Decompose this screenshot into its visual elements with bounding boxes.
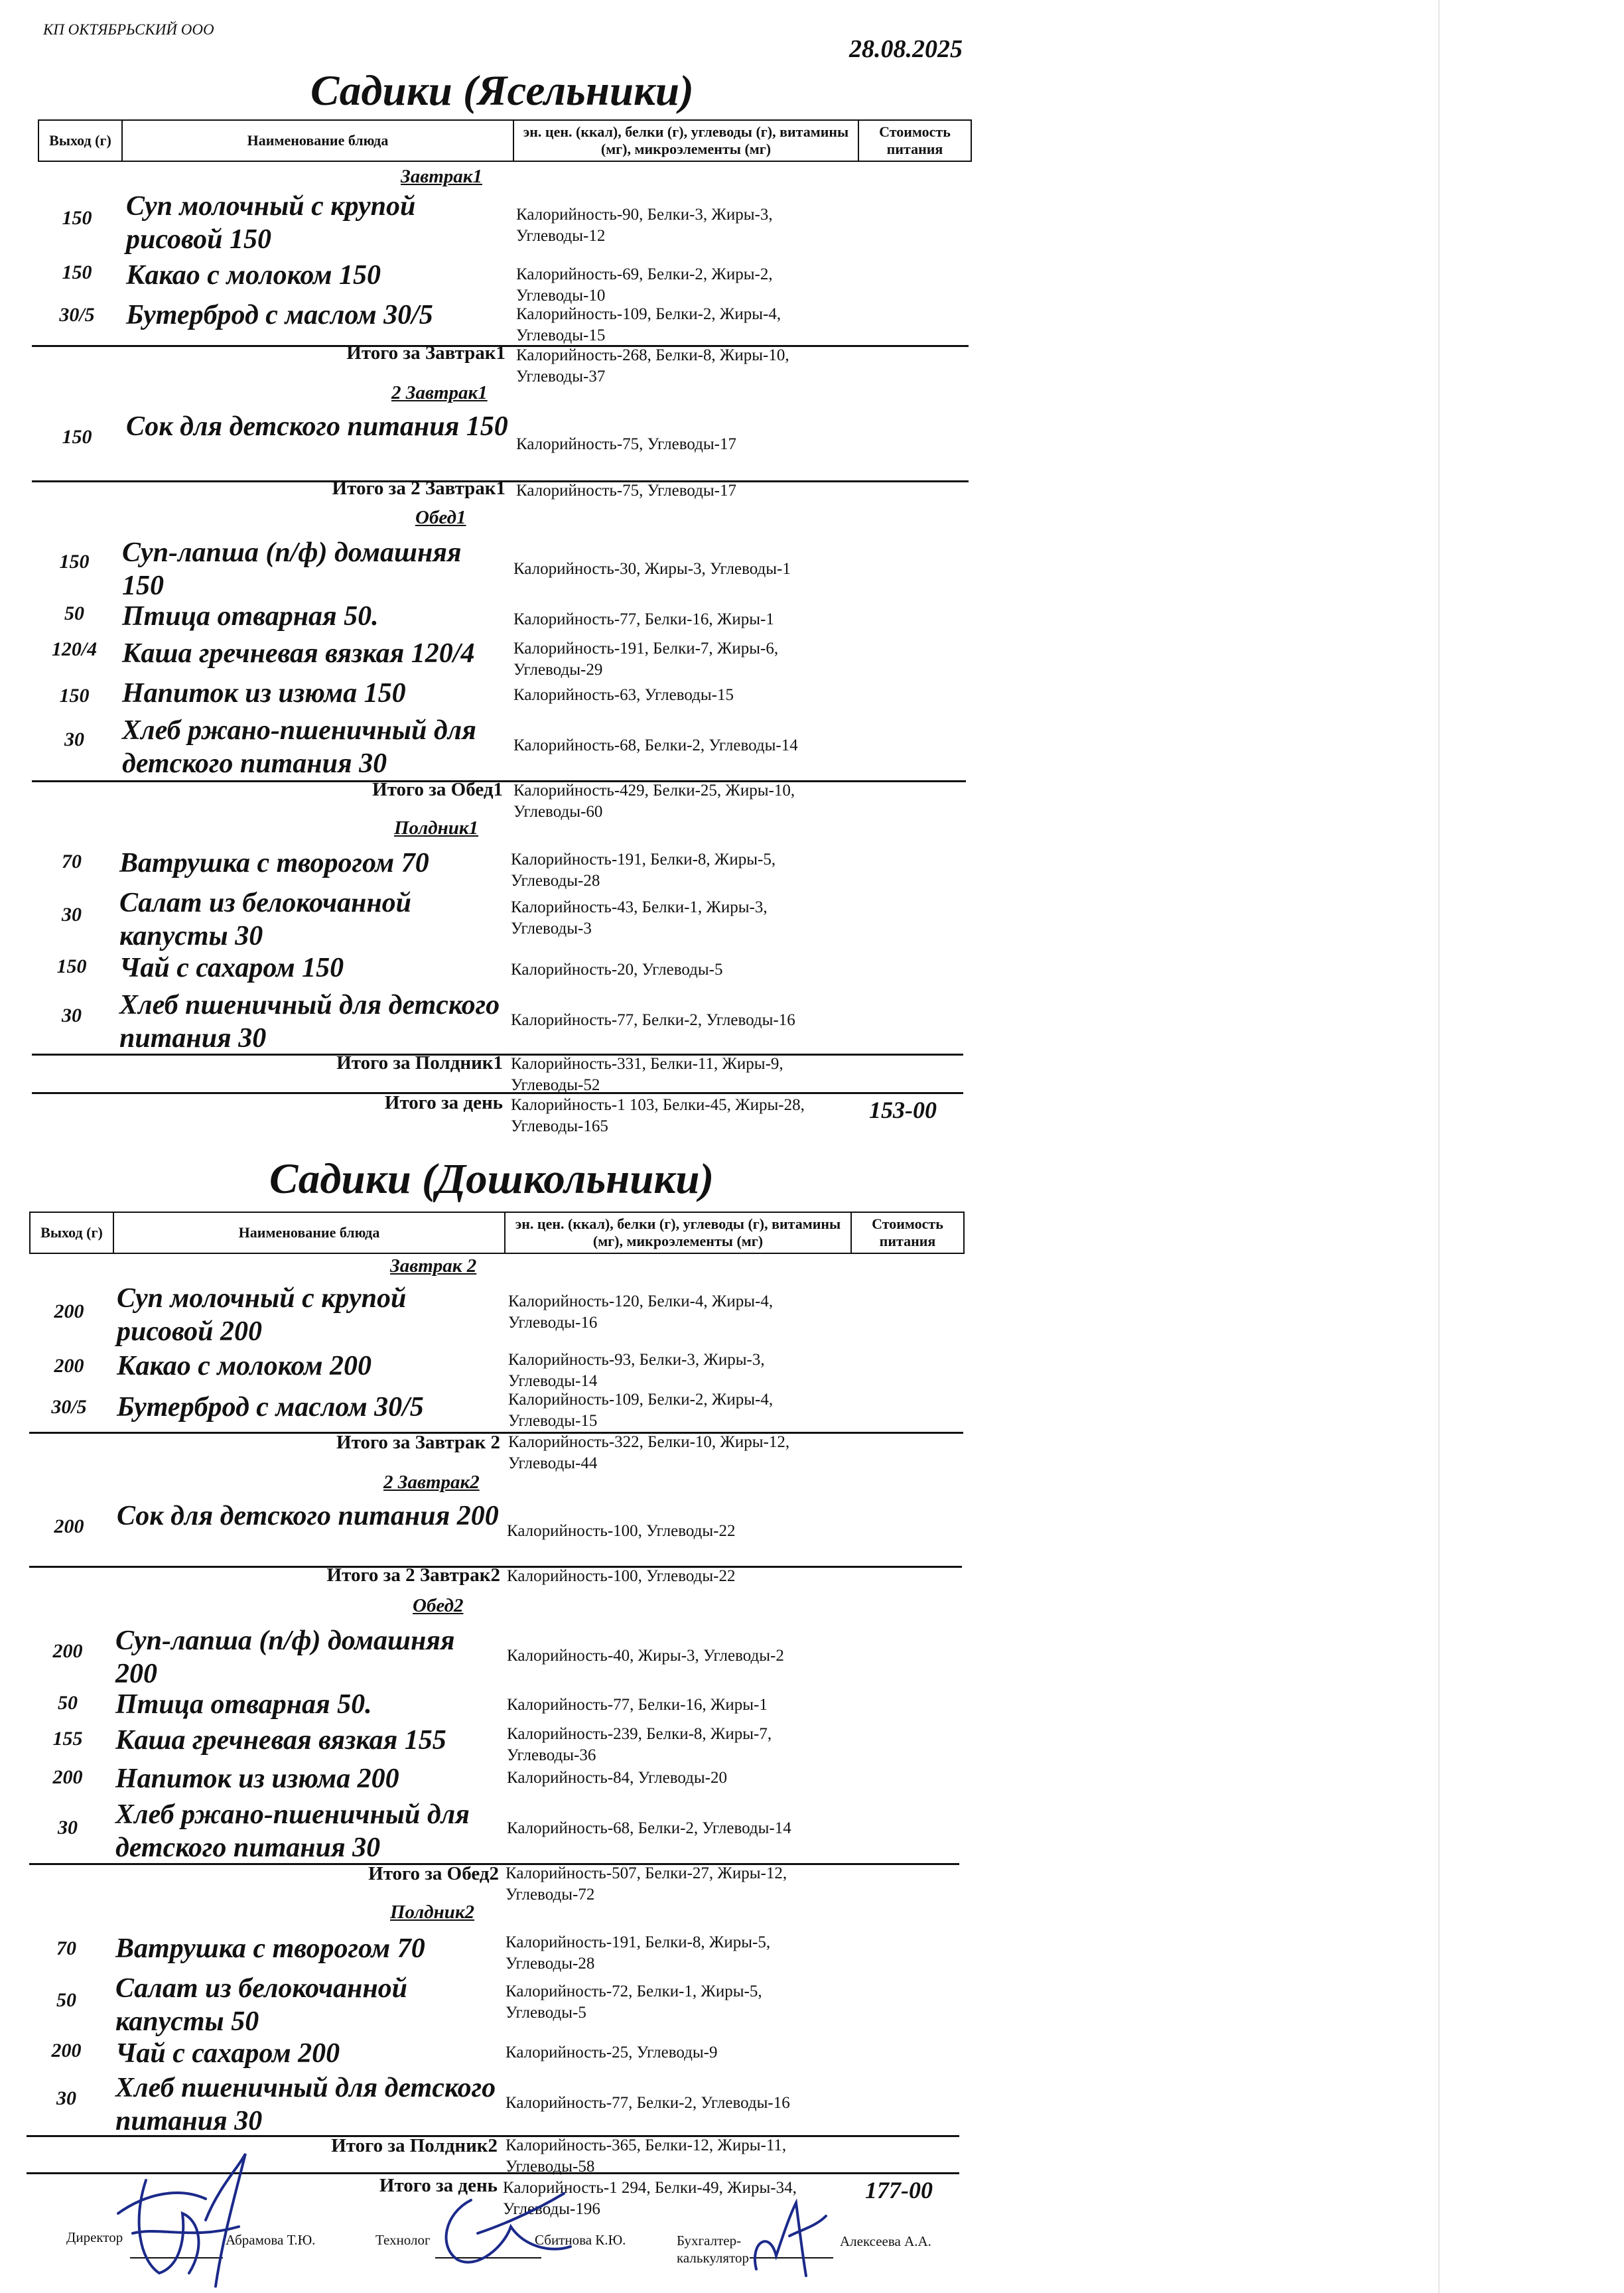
dish-name: Чай с сахаром 200 xyxy=(115,2038,340,2069)
day-total-nutrition: Калорийность-1 294, Белки-49, Жиры-34, Углеводы-196 xyxy=(503,2179,797,2218)
dish-name: Каша гречневая вязкая 120/4 xyxy=(122,638,475,669)
dish-yield: 200 xyxy=(52,1766,83,1788)
dish-yield: 120/4 xyxy=(51,638,98,660)
dish-yield: 30/5 xyxy=(59,304,95,326)
total-nutrition: Калорийность-507, Белки-27, Жиры-12, Углеводы-72 xyxy=(506,1864,787,1904)
meal-heading: Обед1 xyxy=(415,507,466,528)
dish-yield: 30 xyxy=(56,2087,76,2109)
director-name: Абрамова Т.Ю. xyxy=(226,2232,316,2248)
meal-heading: 2 Завтрак1 xyxy=(391,382,488,403)
dish-nutrition: Калорийность-77, Белки-16, Жиры-1 xyxy=(513,610,774,628)
dish-name: Бутерброд с маслом 30/5 xyxy=(117,1392,424,1423)
dish-nutrition: Калорийность-30, Жиры-3, Углеводы-1 xyxy=(513,560,791,578)
dish-yield: 30 xyxy=(64,729,84,750)
total-nutrition: Калорийность-331, Белки-11, Жиры-9, Углеводы-52 xyxy=(511,1055,783,1094)
technologist-role: Технолог xyxy=(375,2232,431,2248)
dish-name: Хлеб ржано-пшеничный для детского питания 30 xyxy=(122,715,476,779)
dish-name: Суп молочный с крупой рисовой 150 xyxy=(126,191,416,255)
total-label: Итого за Завтрак1 xyxy=(346,342,506,364)
total-label: Итого за Обед2 xyxy=(368,1863,499,1884)
document-date: 28.08.2025 xyxy=(849,35,963,63)
dish-nutrition: Калорийность-68, Белки-2, Углеводы-14 xyxy=(513,736,798,754)
dish-yield: 200 xyxy=(51,2040,82,2061)
dish-name: Суп молочный с крупой рисовой 200 xyxy=(117,1283,407,1347)
dish-nutrition: Калорийность-72, Белки-1, Жиры-5, Углеводы-5 xyxy=(506,1982,762,2022)
total-label: Итого за Полдник2 xyxy=(331,2135,498,2156)
total-label: Итого за Завтрак 2 xyxy=(336,1432,500,1453)
accountant-role: Бухгалтер-калькулятор xyxy=(677,2233,749,2266)
dish-yield: 150 xyxy=(59,685,90,707)
meal-heading: Обед2 xyxy=(413,1595,464,1616)
meal-heading: 2 Завтрак2 xyxy=(383,1472,480,1493)
dish-name: Сок для детского питания 200 xyxy=(117,1501,499,1531)
technologist-signature xyxy=(431,2187,577,2273)
dish-nutrition: Калорийность-191, Белки-7, Жиры-6, Углеводы-29 xyxy=(513,640,779,679)
director-role: Директор xyxy=(66,2229,123,2245)
dish-yield: 70 xyxy=(62,851,82,872)
dish-yield: 150 xyxy=(56,955,87,977)
dish-yield: 50 xyxy=(56,1989,76,2011)
total-nutrition: Калорийность-100, Углеводы-22 xyxy=(507,1567,736,1585)
accountant-signature xyxy=(743,2189,829,2282)
dish-nutrition: Калорийность-40, Жиры-3, Углеводы-2 xyxy=(507,1647,784,1665)
header-nutrition: эн. цен. (ккал), белки (г), углеводы (г), витамины (мг), микроэлементы (мг) xyxy=(514,121,859,161)
dish-nutrition: Калорийность-63, Углеводы-15 xyxy=(513,686,734,704)
dish-name: Каша гречневая вязкая 155 xyxy=(115,1725,446,1756)
director-signature xyxy=(106,2140,259,2293)
day-total-nutrition: Калорийность-1 103, Белки-45, Жиры-28, Углеводы-165 xyxy=(511,1096,805,1135)
dish-nutrition: Калорийность-239, Белки-8, Жиры-7, Углеводы-36 xyxy=(507,1725,772,1764)
dish-name: Бутерброд с маслом 30/5 xyxy=(126,300,433,330)
dish-nutrition: Калорийность-68, Белки-2, Углеводы-14 xyxy=(507,1819,791,1837)
dish-nutrition: Калорийность-109, Белки-2, Жиры-4, Углеводы-15 xyxy=(508,1391,774,1430)
section-title: Садики (Ясельники) xyxy=(310,67,694,115)
total-nutrition: Калорийность-268, Белки-8, Жиры-10, Углеводы-37 xyxy=(516,346,789,385)
dish-yield: 150 xyxy=(59,551,90,573)
total-nutrition: Калорийность-365, Белки-12, Жиры-11, Углеводы-58 xyxy=(506,2136,787,2176)
total-label: Итого за Обед1 xyxy=(372,779,503,800)
dish-yield: 200 xyxy=(54,1300,84,1322)
day-total-label: Итого за день xyxy=(379,2175,498,2196)
dish-nutrition: Калорийность-191, Белки-8, Жиры-5, Углеводы-28 xyxy=(506,1933,771,1973)
header-dish-name: Наименование блюда xyxy=(114,1213,506,1253)
dish-yield: 30/5 xyxy=(51,1396,87,1418)
total-label: Итого за Полдник1 xyxy=(336,1052,503,1074)
header-cost: Стоимость питания xyxy=(879,123,951,157)
day-cost: 177-00 xyxy=(865,2177,933,2203)
meal-heading: Завтрак 2 xyxy=(390,1255,477,1277)
dish-yield: 150 xyxy=(62,261,92,283)
dish-name: Ватрушка с творогом 70 xyxy=(115,1933,425,1964)
dish-yield: 200 xyxy=(54,1355,84,1377)
table-header xyxy=(38,119,972,162)
page-edge xyxy=(1438,0,1440,2293)
dish-nutrition: Калорийность-25, Углеводы-9 xyxy=(506,2044,718,2061)
dish-name: Салат из белокочанной капусты 30 xyxy=(119,888,412,951)
dish-yield: 200 xyxy=(52,1640,83,1662)
dish-nutrition: Калорийность-93, Белки-3, Жиры-3, Углеводы-14 xyxy=(508,1351,765,1390)
day-cost: 153-00 xyxy=(869,1097,937,1123)
header-dish-name: Наименование блюда xyxy=(123,121,514,161)
header-nutrition: эн. цен. (ккал), белки (г), углеводы (г), витамины (мг), микроэлементы (мг) xyxy=(506,1213,852,1253)
header-yield: Выход (г) xyxy=(39,121,123,161)
dish-nutrition: Калорийность-84, Углеводы-20 xyxy=(507,1769,727,1787)
dish-yield: 50 xyxy=(58,1692,78,1714)
header-cost: Стоимость питания xyxy=(872,1216,943,1249)
dish-name: Суп-лапша (п/ф) домашняя 150 xyxy=(122,537,462,601)
meal-heading: Полдник1 xyxy=(394,817,479,839)
dish-yield: 70 xyxy=(56,1937,76,1959)
dish-name: Птица отварная 50. xyxy=(115,1689,372,1720)
dish-yield: 30 xyxy=(58,1817,78,1839)
total-nutrition: Калорийность-322, Белки-10, Жиры-12, Углеводы-44 xyxy=(508,1433,790,1472)
meal-heading: Полдник2 xyxy=(390,1902,475,1923)
dish-nutrition: Калорийность-100, Углеводы-22 xyxy=(507,1522,736,1540)
dish-name: Хлеб ржано-пшеничный для детского питания 30 xyxy=(115,1799,470,1863)
total-label: Итого за 2 Завтрак1 xyxy=(332,478,506,499)
meal-heading: Завтрак1 xyxy=(401,166,482,187)
dish-nutrition: Калорийность-43, Белки-1, Жиры-3, Углеводы-3 xyxy=(511,898,768,938)
day-total-label: Итого за день xyxy=(384,1092,503,1113)
accountant-name: Алексеева А.А. xyxy=(840,2233,931,2249)
dish-yield: 50 xyxy=(64,602,84,624)
dish-name: Птица отварная 50. xyxy=(122,601,379,632)
dish-yield: 200 xyxy=(54,1515,84,1537)
dish-name: Хлеб пшеничный для детского питания 30 xyxy=(115,2073,496,2136)
dish-nutrition: Калорийность-191, Белки-8, Жиры-5, Углеводы-28 xyxy=(511,851,776,890)
section-title: Садики (Дошкольники) xyxy=(269,1155,714,1203)
dish-name: Напиток из изюма 200 xyxy=(115,1764,399,1794)
dish-yield: 150 xyxy=(62,207,92,229)
dish-yield: 30 xyxy=(62,904,82,926)
dish-name: Какао с молоком 200 xyxy=(117,1351,372,1381)
dish-yield: 30 xyxy=(62,1005,82,1026)
technologist-name: Сбитнова К.Ю. xyxy=(535,2232,626,2248)
dish-name: Суп-лапша (п/ф) домашняя 200 xyxy=(115,1626,455,1689)
dish-nutrition: Калорийность-109, Белки-2, Жиры-4, Углеводы-15 xyxy=(516,305,781,344)
dish-name: Чай с сахаром 150 xyxy=(119,953,344,983)
dish-yield: 155 xyxy=(52,1728,83,1750)
dish-name: Напиток из изюма 150 xyxy=(122,678,406,709)
company-name: КП ОКТЯБРЬСКИЙ ООО xyxy=(43,21,214,38)
dish-name: Ватрушка с творогом 70 xyxy=(119,848,429,878)
dish-nutrition: Калорийность-20, Углеводы-5 xyxy=(511,961,723,979)
dish-nutrition: Калорийность-69, Белки-2, Жиры-2, Углеводы-10 xyxy=(516,265,773,305)
total-nutrition: Калорийность-429, Белки-25, Жиры-10, Углеводы-60 xyxy=(513,782,795,821)
dish-nutrition: Калорийность-75, Углеводы-17 xyxy=(516,435,736,453)
dish-name: Сок для детского питания 150 xyxy=(126,411,508,442)
dish-nutrition: Калорийность-90, Белки-3, Жиры-3, Углеводы-12 xyxy=(516,206,773,245)
dish-name: Какао с молоком 150 xyxy=(126,260,381,291)
dish-nutrition: Калорийность-77, Белки-2, Углеводы-16 xyxy=(506,2094,790,2112)
table-header xyxy=(29,1212,965,1254)
dish-name: Салат из белокочанной капусты 50 xyxy=(115,1973,408,2037)
header-yield: Выход (г) xyxy=(31,1213,114,1253)
dish-nutrition: Калорийность-77, Белки-16, Жиры-1 xyxy=(507,1696,768,1714)
dish-nutrition: Калорийность-77, Белки-2, Углеводы-16 xyxy=(511,1011,795,1029)
dish-nutrition: Калорийность-120, Белки-4, Жиры-4, Углеводы-16 xyxy=(508,1292,774,1332)
total-nutrition: Калорийность-75, Углеводы-17 xyxy=(516,482,736,500)
dish-name: Хлеб пшеничный для детского питания 30 xyxy=(119,990,500,1054)
total-label: Итого за 2 Завтрак2 xyxy=(326,1564,500,1586)
dish-yield: 150 xyxy=(62,426,92,448)
